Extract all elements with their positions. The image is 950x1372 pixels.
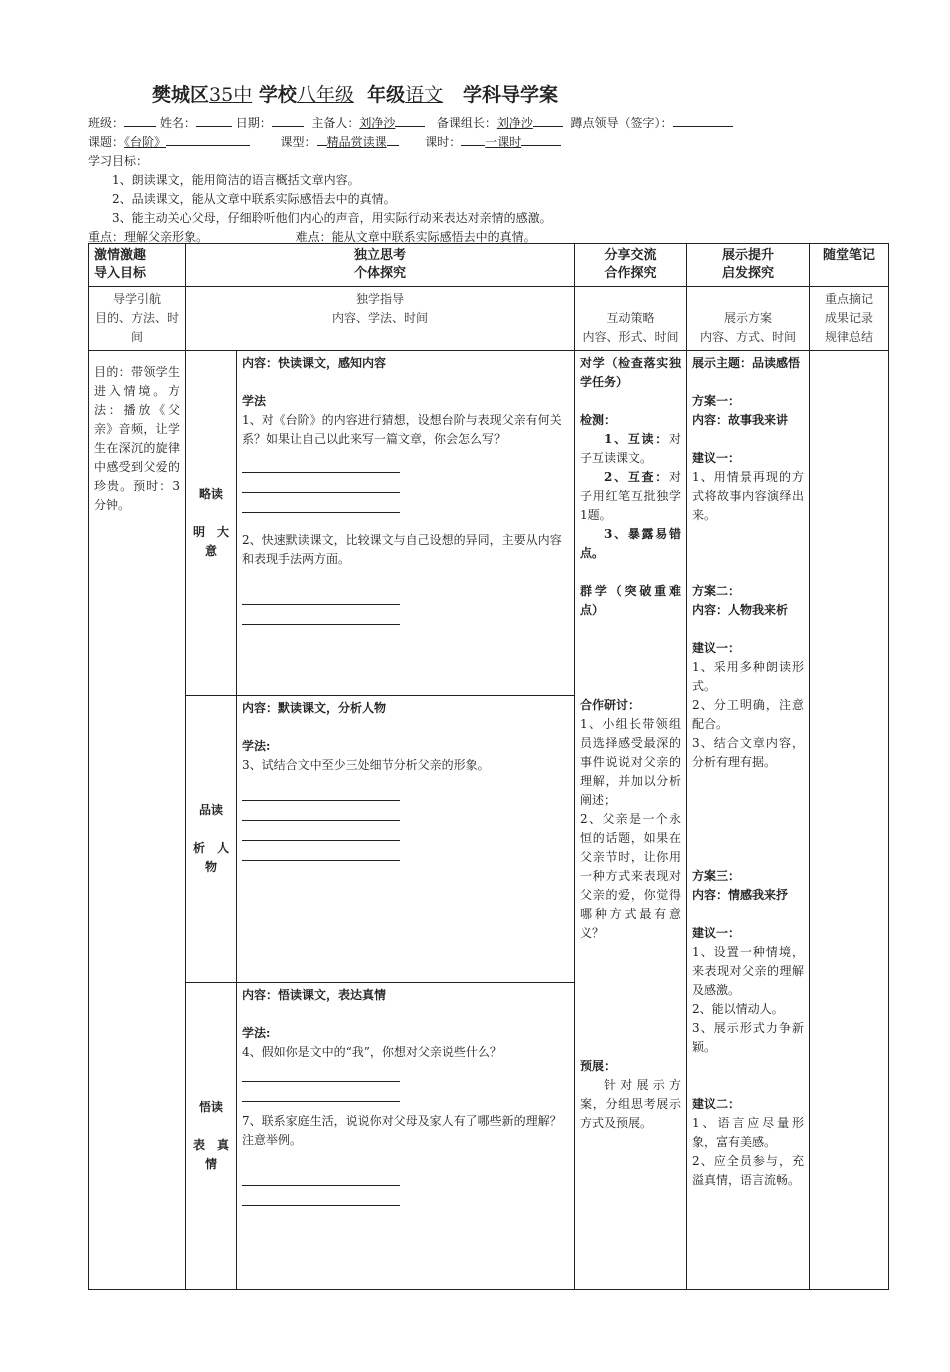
title-school: 35中 xyxy=(209,84,253,106)
section-label-analyze: 品读 析 人 物 xyxy=(186,696,237,983)
leader-name: 刘净沙 xyxy=(496,116,533,130)
header-share: 分享交流 合作探究 xyxy=(575,244,687,287)
table-subheader-row xyxy=(89,287,889,351)
subheader-intro: 导学引航 目的、方法、时间 xyxy=(89,287,186,351)
section-content-feel: 内容：悟读课文，表达真情 学法: 4、假如你是文中的“我”，你想对父亲说些什么？ 7、联系家庭生活，说说你对父母及家人有了哪些新的理解？注意举例。 xyxy=(237,983,575,1290)
class-field[interactable] xyxy=(124,115,156,127)
header-independent: 独立思考 个体探究 xyxy=(186,244,575,287)
title-grade-label: 年级 xyxy=(367,84,406,106)
share-strategy: 对学（检查落实独学任务） 检测： 1、互读：对子互读课文。 2、互查：对子用红笔互批独学1题。 3、暴露易错点。 群学（突破重难点） 合作研讨： 1、小组长带领组员选择感受最深的事件说说对父亲的理解，并加以分析阐述； 2、父亲是一个永恒的话题，如果在父亲节时，让你用一种方式来表现对父亲的爱，你觉得哪种方式最有意义？ 预展： 针对展示方案，分组思考展示方式及预展。 xyxy=(575,351,687,1290)
section-content-skim: 内容：快读课文，感知内容 学法 1、对《台阶》的内容进行猜想，设想台阶与表现父亲有何关系？如果让自己以此来写一篇文章，你会怎么写？ 2、快速默读课文，比较课文与自己设想的异同，主要从内容和表现手法两方面。 xyxy=(237,351,575,696)
difficulty-point: 难点：能从文章中联系实际感悟去中的真情。 xyxy=(295,230,536,244)
subheader-notes: 重点摘记 成果记录 规律总结 xyxy=(810,287,889,351)
table-header-row xyxy=(89,244,889,287)
objective-item: 2、品读课文，能从文章中联系实际感悟去中的真情。 xyxy=(112,192,396,206)
show-plan: 展示主题：品读感悟 方案一： 内容：故事我来讲 建议一： 1、用情景再现的方式将故事内容演绎出来。 方案二： 内容：人物我来析 建议一： 1、采用多种朗读形式。 2、分工明确，注意配合。 3、结合文章内容，分析有理有据。 方案三： 内容：情感我来抒 建议一： 1、设置一种情境，来表现对父亲的理解及感激。 2、能以情动人。 3、展示形式力争新颖。 建议二： 1、语言应尽量形象，富有美感。 2、应全员参与，充溢真情，语言流畅。 xyxy=(687,351,810,1290)
answer-line[interactable] xyxy=(242,491,400,493)
info-line-2: 课题：《台阶》 课型： 精品赏读课 课时： 一课时 xyxy=(88,133,561,150)
lesson-topic: 《台阶》 xyxy=(124,135,167,149)
answer-line[interactable] xyxy=(242,1184,400,1186)
focus-point: 重点：理解父亲形象。 xyxy=(88,230,209,244)
answer-line[interactable] xyxy=(242,1100,400,1102)
title-grade: 八年级 xyxy=(296,84,354,106)
objective-item: 3、能主动关心父母，仔细聆听他们内心的声音，用实际行动来表达对亲情的感激。 xyxy=(112,211,552,225)
name-field[interactable] xyxy=(196,115,232,127)
page-title xyxy=(152,80,558,107)
supervisor-signature-field[interactable] xyxy=(673,115,733,127)
header-show: 展示提升 启发探究 xyxy=(687,244,810,287)
answer-line[interactable] xyxy=(242,623,400,625)
answer-line[interactable] xyxy=(242,1204,400,1206)
section-label-feel: 悟读 表 真 情 xyxy=(186,983,237,1290)
info-line-1: 班级： 姓名： 日期： 主备人：刘净沙 备课组长：刘净沙 蹲点领导（签字）： xyxy=(88,114,733,131)
answer-line[interactable] xyxy=(242,819,400,821)
section-label-skim: 略读 明 大 意 xyxy=(186,351,237,696)
answer-line[interactable] xyxy=(242,799,400,801)
lesson-hours: 一课时 xyxy=(485,135,522,149)
answer-line[interactable] xyxy=(242,471,400,473)
subheader-show: 展示方案 内容、方式、时间 xyxy=(687,287,810,351)
table-row xyxy=(89,351,889,696)
subheader-independent: 独学指导 内容、学法、时间 xyxy=(186,287,575,351)
lesson-plan-table xyxy=(88,243,889,1290)
header-notes: 随堂笔记 xyxy=(810,244,889,287)
answer-line[interactable] xyxy=(242,839,400,841)
lesson-type: 精品赏读课 xyxy=(326,135,387,149)
answer-line[interactable] xyxy=(242,603,400,605)
title-district: 樊城区 xyxy=(152,84,210,106)
date-field[interactable] xyxy=(272,115,304,127)
intro-guidance: 目的：带领学生进入情境。方法：播放《父亲》音频，让学生在深沉的旋律中感受到父爱的珍贵。预时：3分钟。 xyxy=(89,351,186,1290)
section-content-analyze: 内容：默读课文，分析人物 学法: 3、试结合文中至少三处细节分析父亲的形象。 xyxy=(237,696,575,983)
objectives-label: 学习目标： xyxy=(88,154,149,168)
objective-item: 1、朗读课文，能用简洁的语言概括文章内容。 xyxy=(112,173,360,187)
notes-column[interactable] xyxy=(810,351,889,1290)
preparer-name: 刘净沙 xyxy=(359,116,396,130)
subheader-share: 互动策略 内容、形式、时间 xyxy=(575,287,687,351)
title-subject: 语文 xyxy=(405,84,444,106)
answer-line[interactable] xyxy=(242,1080,400,1082)
answer-line[interactable] xyxy=(242,511,400,513)
header-intro: 激情激趣 导入目标 xyxy=(89,244,186,287)
title-school-label: 学校 xyxy=(258,84,297,106)
title-suffix: 学科导学案 xyxy=(462,84,558,106)
answer-line[interactable] xyxy=(242,859,400,861)
